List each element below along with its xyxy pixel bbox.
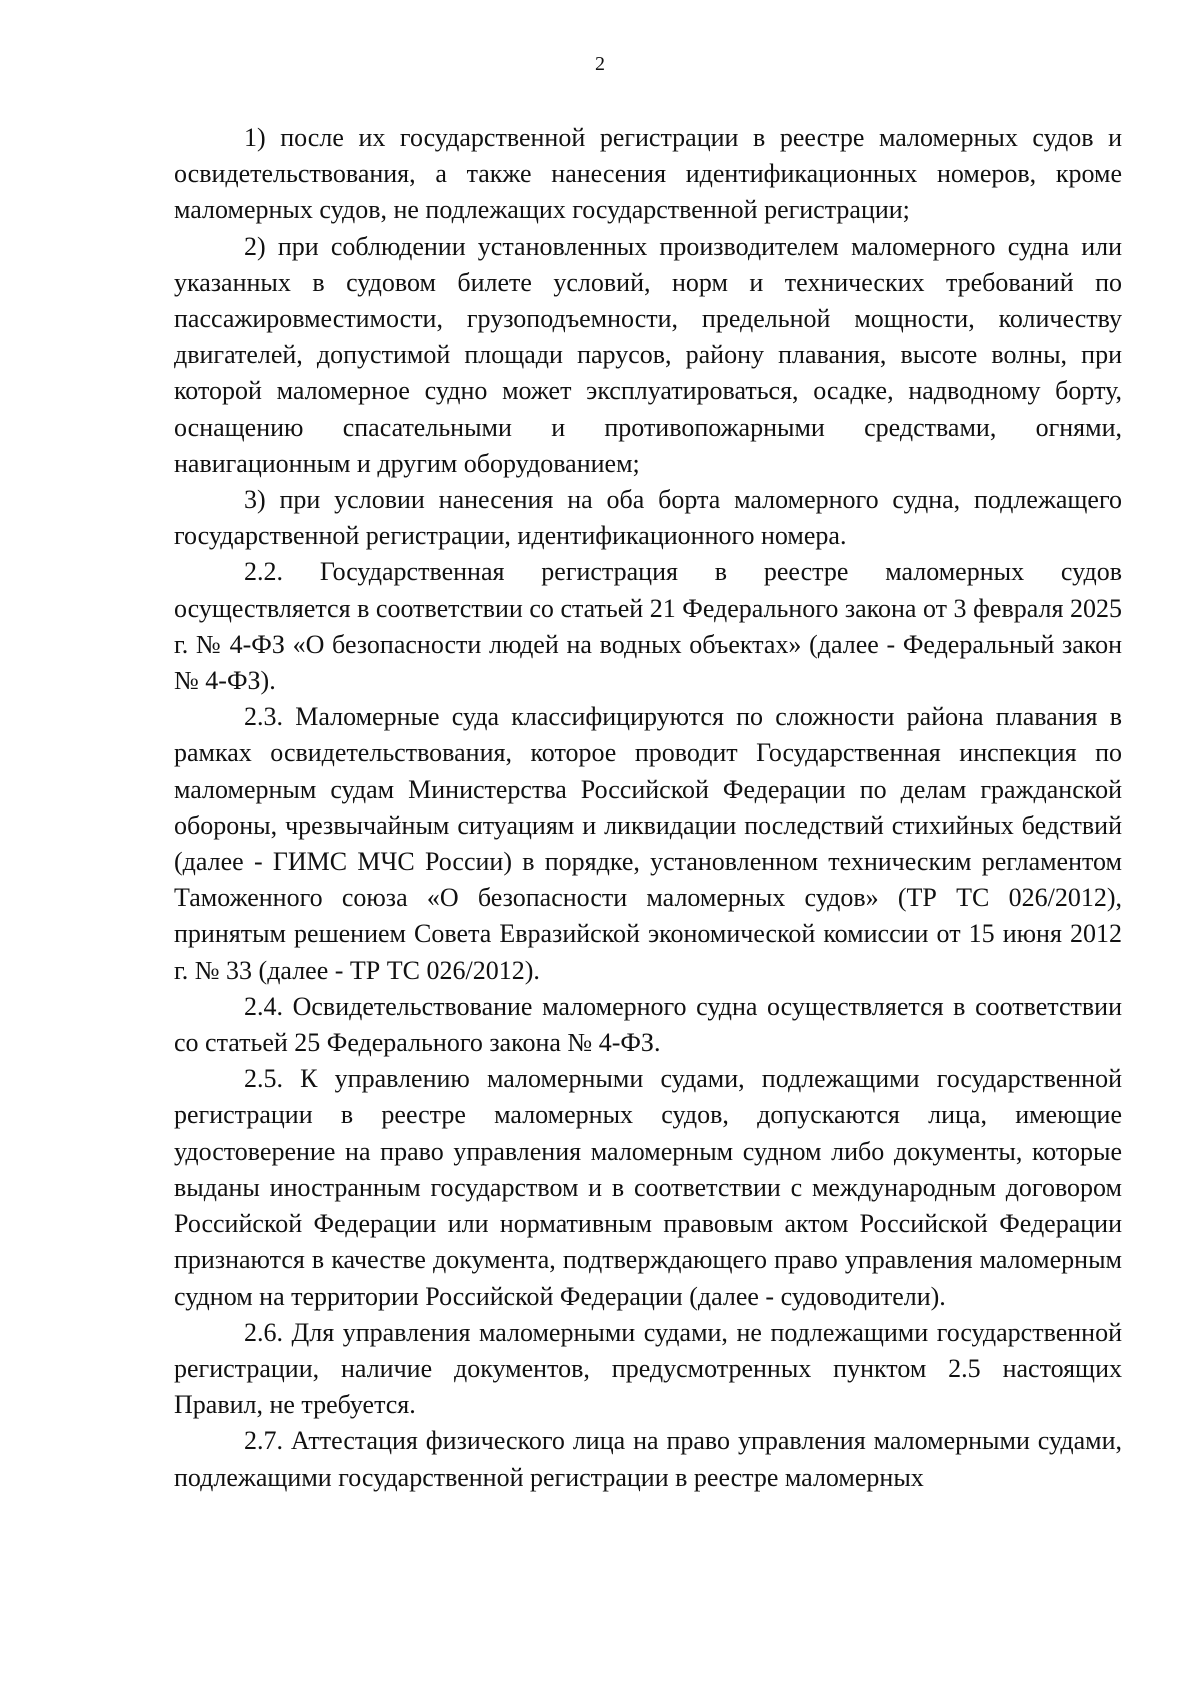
document-body <box>174 120 1122 1496</box>
paragraph-2-2: 2.2. Государственная регистрация в реестре маломерных судов осуществляется в соответствии со статьей 21 Федерального закона от 3 февраля 2025 г. № 4-ФЗ «О безопасности людей на водных объектах» (далее - Федеральный закон № 4-ФЗ). <box>174 557 1122 696</box>
paragraph-2-5: 2.5. К управлению маломерными судами, подлежащими государственной регистрации в реестре маломерных судов, допускаются лица, имеющие удостоверение на право управления маломерным судном либо документы, которые выданы иностранным государством и в соответствии с международным договором Российской Федерации или нормативным правовым актом Российской Федерации признаются в качестве документа, подтверждающего право управления маломерным судном на территории Российской Федерации (далее - судоводители). <box>174 1064 1122 1311</box>
paragraph-2-6: 2.6. Для управления маломерными судами, не подлежащими государственной регистрации, наличие документов, предусмотренных пунктом 2.5 настоящих Правил, не требуется. <box>174 1317 1122 1420</box>
paragraph-2-4: 2.4. Освидетельствование маломерного судна осуществляется в соответствии со статьей 25 Федерального закона № 4-ФЗ. <box>174 991 1122 1058</box>
paragraph-item-2: 2) при соблюдении установленных производителем маломерного судна или указанных в судовом билете условий, норм и технических требований по пассажировместимости, грузоподъемности, предельной мощности, количеству двигателей, допустимой площади парусов, району плавания, высоте волны, при которой маломерное судно может эксплуатироваться, осадке, надводному борту, оснащению спасательными и противопожарными средствами, огнями, навигационным и другим оборудованием; <box>174 231 1122 478</box>
paragraph-2-3: 2.3. Маломерные суда классифицируются по сложности района плавания в рамках освидетельствования, которое проводит Государственная инспекция по маломерным судам Министерства Российской Федерации по делам гражданской обороны, чрезвычайным ситуациям и ликвидации последствий стихийных бедствий (далее - ГИМС МЧС России) в порядке, установленном техническим регламентом Таможенного союза «О безопасности маломерных судов» (ТР ТС 026/2012), принятым решением Совета Евразийской экономической комиссии от 15 июня 2012 г. № 33 (далее - ТР ТС 026/2012). <box>174 702 1122 985</box>
paragraph-item-3: 3) при условии нанесения на оба борта маломерного судна, подлежащего государственной регистрации, идентификационного номера. <box>174 485 1122 551</box>
paragraph-2-7: 2.7. Аттестация физического лица на право управления маломерными судами, подлежащими государственной регистрации в реестре маломерных <box>174 1426 1122 1492</box>
page-number: 2 <box>595 53 605 75</box>
paragraph-item-1: 1) после их государственной регистрации в реестре маломерных судов и освидетельствования, а также нанесения идентификационных номеров, кроме маломерных судов, не подлежащих государственной регистрации; <box>174 123 1122 225</box>
